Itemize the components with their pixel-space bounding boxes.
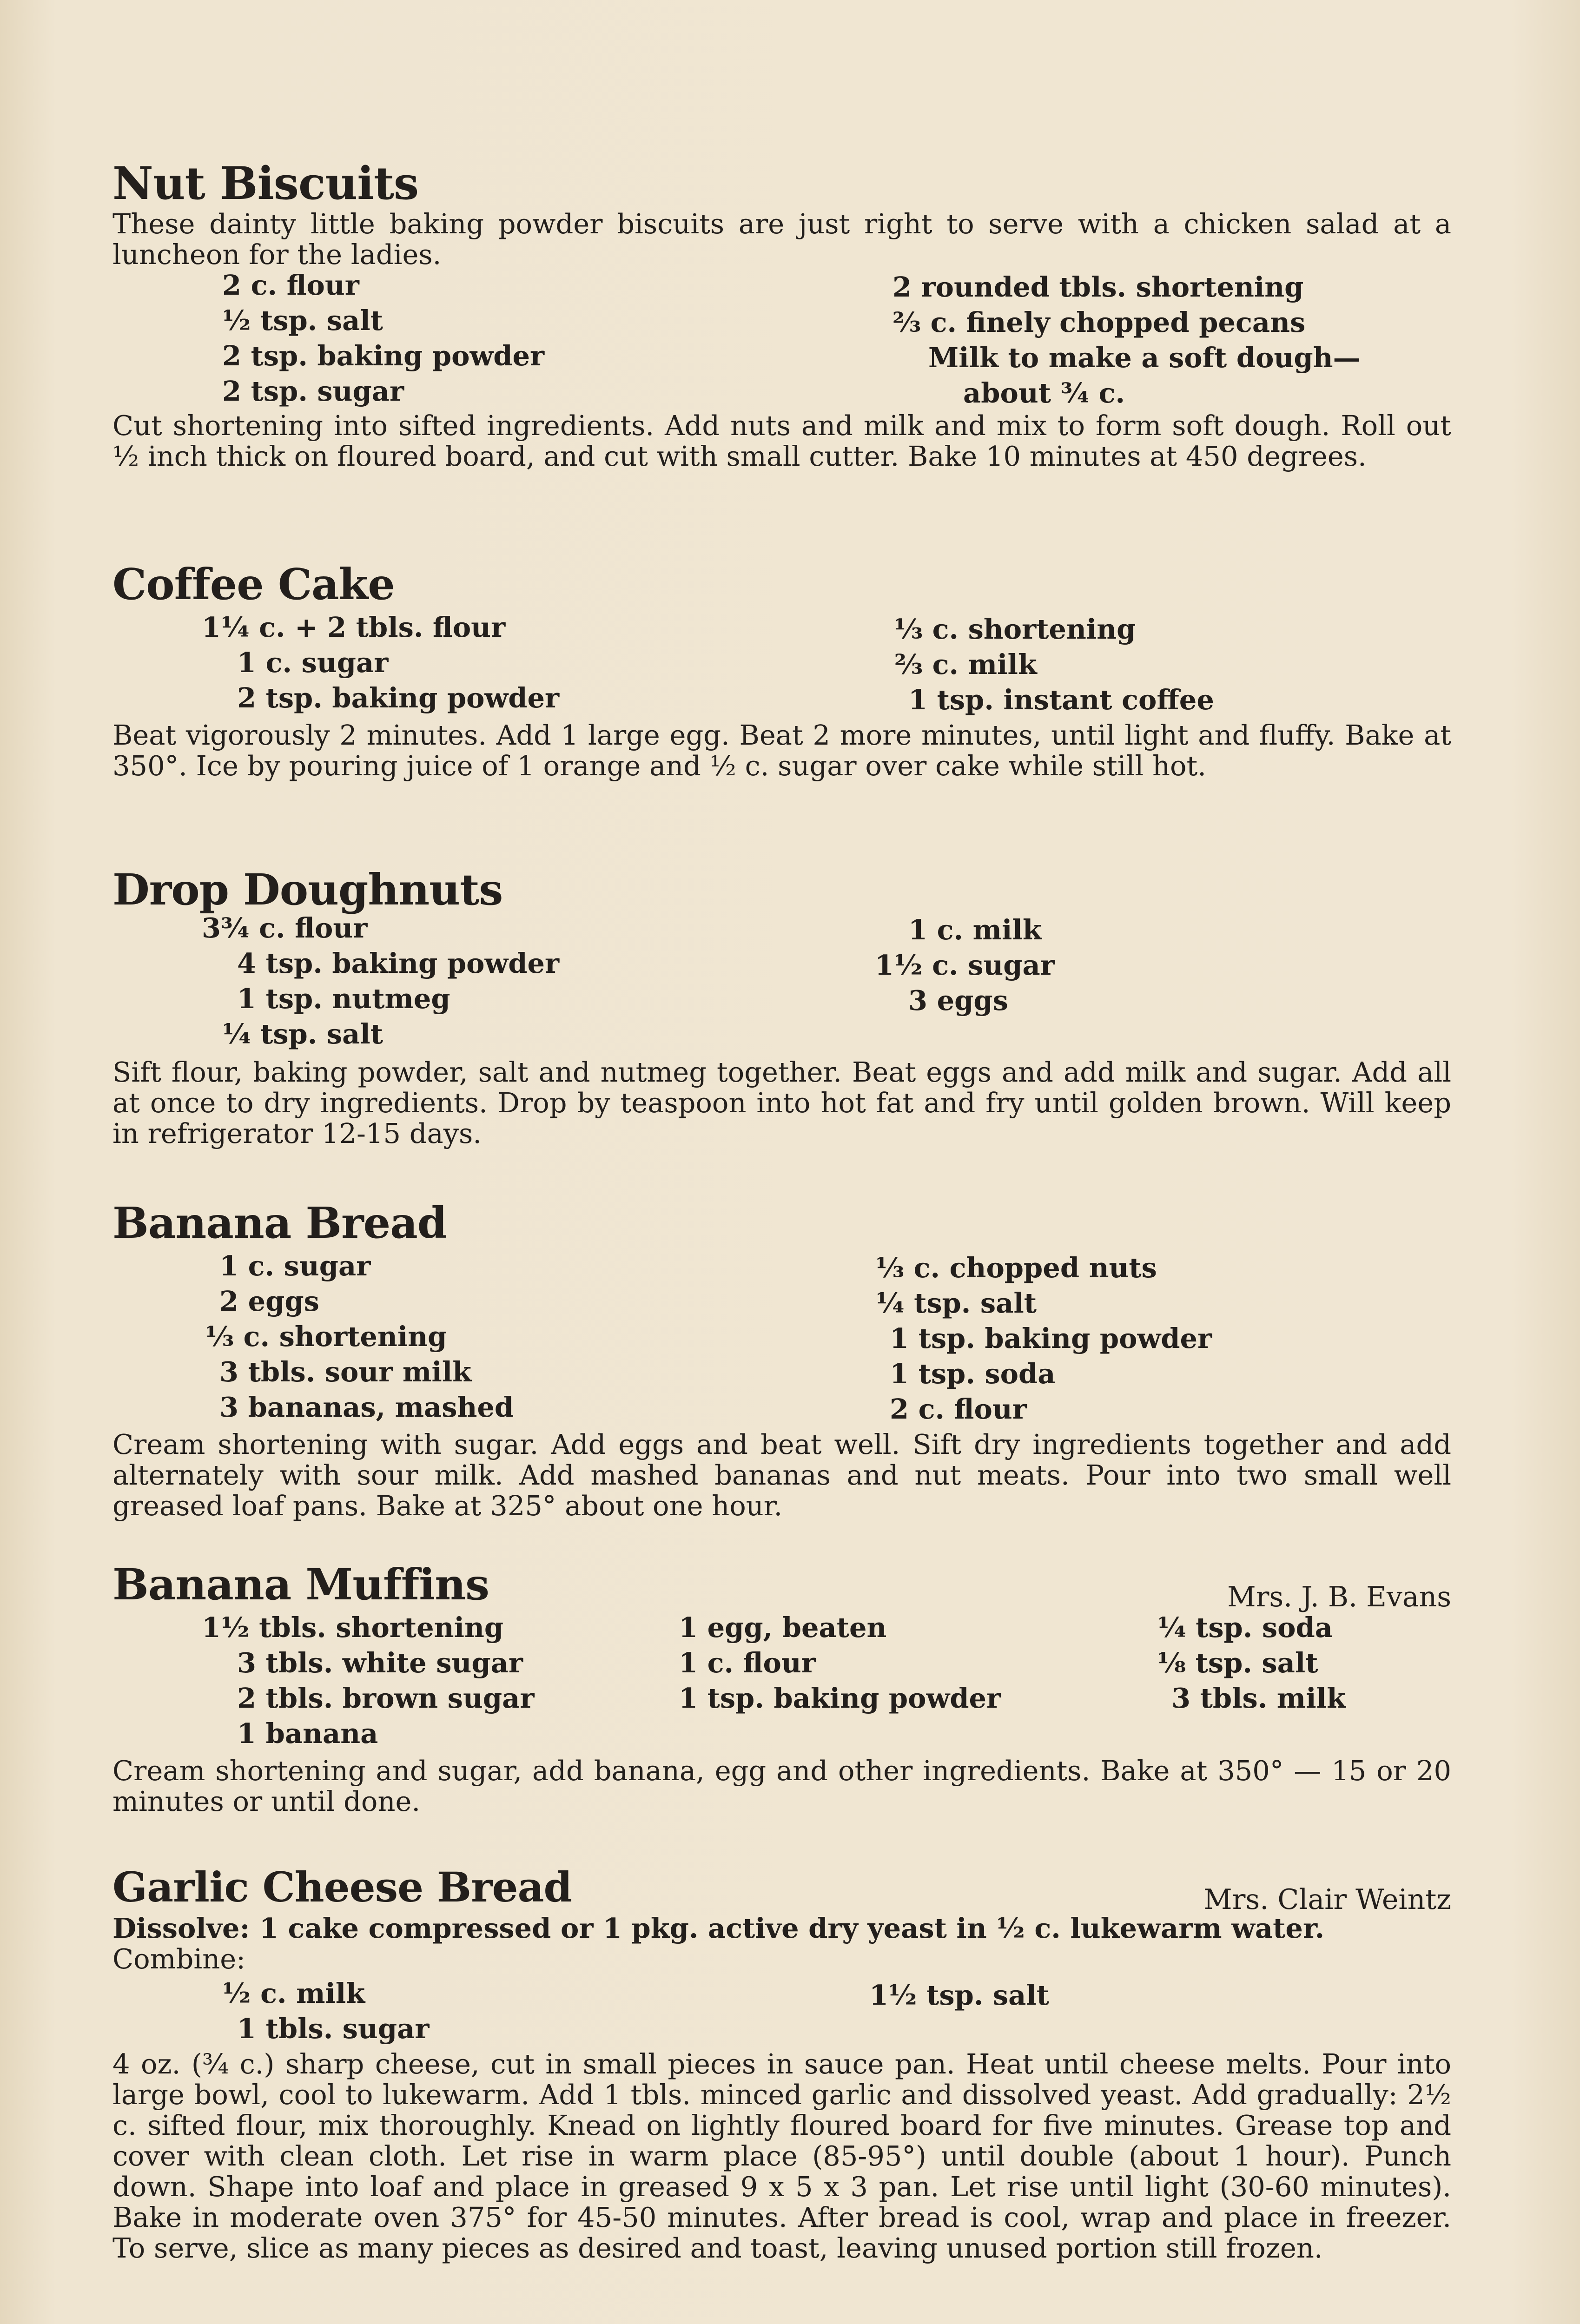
ingredient: 2 tsp. sugar <box>222 375 404 407</box>
recipe-title: Drop Doughnuts <box>112 865 503 915</box>
recipe-title: Garlic Cheese Bread <box>112 1863 572 1911</box>
recipe-method: Sift flour, baking powder, salt and nutmeg together. Beat eggs and add milk and sugar. Add all at once to dry ingredients. Drop by teaspoon into hot fat and fry until golden brown. Will keep in refrigerator 12-15 days. <box>112 1056 1451 1149</box>
recipe-title: Nut Biscuits <box>112 157 419 210</box>
recipe-title: Coffee Cake <box>112 559 395 609</box>
ingredient: ⅔ c. milk <box>894 648 1037 680</box>
ingredient: 1 tbls. sugar <box>237 2013 430 2045</box>
ingredient: 2 c. flour <box>890 1393 1027 1425</box>
ingredient: ¼ tsp. salt <box>876 1287 1037 1319</box>
ingredient: ⅓ c. chopped nuts <box>876 1252 1157 1284</box>
recipe-method: 4 oz. (¾ c.) sharp cheese, cut in small pieces in sauce pan. Heat until cheese melts. Pour into large bowl, cool to lukewarm. Add 1 tbls. minced garlic and dissolved yeast. Add gradually: 2½ c. sifted flour, mix thoroughly. Knead on lightly floured board for five minutes. Grease top and cover with clean cloth. Let rise in warm place (85-95°) until double (about 1 hour). Punch down. Shape into loaf and place in greased 9 x 5 x 3 pan. Let rise until light (30-60 minutes). Bake in moderate oven 375° for 45-50 minutes. After bread is cool, wrap and place in freezer. To serve, slice as many pieces as desired and toast, leaving unused portion still frozen. <box>112 2048 1451 2264</box>
recipe-nut-biscuits <box>112 156 1451 472</box>
recipe-credit: Mrs. J. B. Evans <box>1227 1581 1451 1613</box>
ingredient: 1 tsp. soda <box>890 1358 1056 1390</box>
ingredient: 2 tsp. baking powder <box>237 682 560 714</box>
ingredient: 3 tbls. white sugar <box>237 1647 523 1679</box>
recipe-banana-bread <box>112 1195 1451 1521</box>
ingredient: 3 eggs <box>908 984 1008 1017</box>
ingredient: about ¾ c. <box>963 377 1125 409</box>
recipe-banana-muffins <box>112 1557 1451 1817</box>
recipe-method: Cream shortening with sugar. Add eggs and beat well. Sift dry ingredients together and add alternately with sour milk. Add mashed bananas and nut meats. Pour into two small well greased loaf pans. Bake at 325° about one hour. <box>112 1428 1451 1522</box>
ingredient: ⅓ c. shortening <box>894 613 1136 645</box>
ingredient: 1 tsp. baking powder <box>890 1322 1212 1354</box>
recipe-combine: Combine: <box>112 1943 246 1975</box>
ingredient: 3 tbls. milk <box>1171 1682 1346 1714</box>
recipe-dissolve: Dissolve: 1 cake compressed or 1 pkg. active dry yeast in ½ c. lukewarm water. <box>112 1912 1325 1944</box>
ingredient: 1 tsp. baking powder <box>679 1682 1001 1714</box>
ingredient: 1 tsp. nutmeg <box>237 983 450 1015</box>
recipe-coffee-cake <box>112 556 1451 781</box>
recipe-method: Cream shortening and sugar, add banana, egg and other ingredients. Bake at 350° — 15 or 20 minutes or until done. <box>112 1755 1451 1817</box>
ingredient: 4 tsp. baking powder <box>237 947 560 979</box>
ingredient: 2 rounded tbls. shortening <box>892 271 1304 303</box>
ingredient: 1 c. flour <box>679 1647 816 1679</box>
ingredient: ⅓ c. shortening <box>205 1320 447 1353</box>
ingredient: 1 tsp. instant coffee <box>908 684 1214 716</box>
ingredient: Milk to make a soft dough— <box>928 342 1361 374</box>
ingredient: 1½ tsp. salt <box>869 1979 1050 2011</box>
ingredient: ¼ tsp. salt <box>222 1018 383 1050</box>
recipe-method: Cut shortening into sifted ingredients. Add nuts and milk and mix to form soft dough. Roll out ½ inch thick on floured board, and cut with small cutter. Bake 10 minutes at 450 degrees. <box>112 409 1451 472</box>
recipe-intro: These dainty little baking powder biscuits are just right to serve with a chicken salad at a luncheon for the ladies. <box>112 208 1451 271</box>
ingredient: ½ tsp. salt <box>222 304 383 337</box>
recipe-garlic-cheese-bread <box>112 1859 1451 2264</box>
ingredient: ⅔ c. finely chopped pecans <box>892 306 1306 338</box>
ingredient: 2 eggs <box>219 1285 319 1317</box>
ingredient: ⅛ tsp. salt <box>1157 1647 1318 1679</box>
recipe-credit: Mrs. Clair Weintz <box>1203 1883 1451 1916</box>
recipe-drop-doughnuts <box>112 862 1451 1149</box>
ingredient: 1¼ c. + 2 tbls. flour <box>202 611 506 643</box>
ingredient: 1 c. milk <box>908 914 1042 946</box>
ingredient: 2 tbls. brown sugar <box>237 1682 535 1714</box>
ingredient: 1 egg, beaten <box>679 1611 887 1644</box>
ingredient: 2 tsp. baking powder <box>222 340 545 372</box>
ingredient: ¼ tsp. soda <box>1157 1611 1333 1644</box>
recipe-title: Banana Bread <box>112 1198 447 1248</box>
ingredient: 3 bananas, mashed <box>219 1391 514 1423</box>
ingredient: 3 tbls. sour milk <box>219 1356 472 1388</box>
ingredient: 1 banana <box>237 1717 378 1750</box>
ingredient: ½ c. milk <box>222 1977 365 2009</box>
ingredient: 3¾ c. flour <box>202 912 368 944</box>
ingredient: 1½ tbls. shortening <box>202 1611 504 1644</box>
ingredient: 1½ c. sugar <box>875 949 1055 981</box>
ingredient: 2 c. flour <box>222 269 359 301</box>
recipe-title: Banana Muffins <box>112 1559 489 1610</box>
ingredient: 1 c. sugar <box>237 647 389 679</box>
recipe-method: Beat vigorously 2 minutes. Add 1 large egg. Beat 2 more minutes, until light and fluffy. Bake at 350°. Ice by pouring juice of 1 orange and ½ c. sugar over cake while still hot. <box>112 719 1451 782</box>
ingredient: 1 c. sugar <box>219 1250 371 1282</box>
